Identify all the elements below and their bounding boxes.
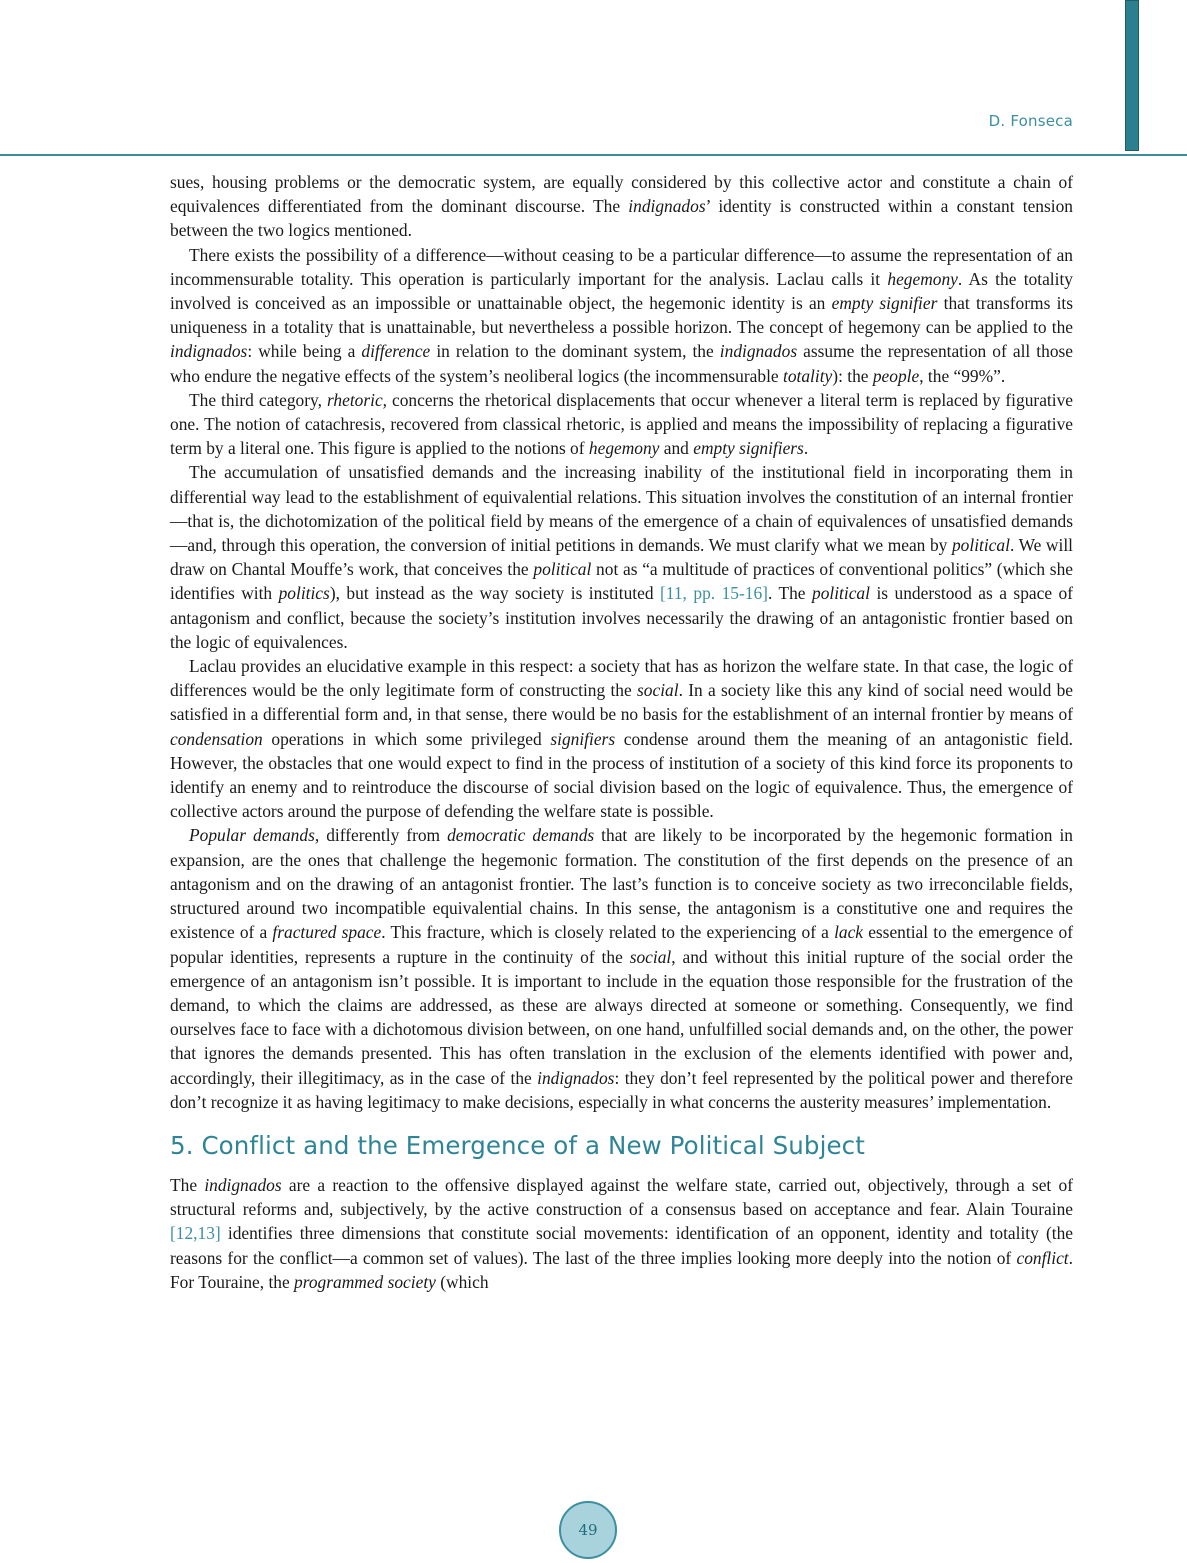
text-run: ): the [832, 365, 873, 386]
paragraph [170, 1173, 1073, 1294]
text-run: not as “a multitude of practices of conventional politics” (which she identifies with [170, 559, 1073, 604]
italic-term: political [533, 559, 592, 580]
paragraph [170, 823, 1073, 1113]
paragraph [170, 388, 1073, 461]
text-run: operations in which some privileged [262, 728, 551, 749]
italic-term: fractured space [272, 922, 382, 943]
italic-term: politics [278, 583, 330, 604]
citation-link[interactable]: [11, pp. 15-16] [660, 583, 768, 604]
text-run: (which [435, 1271, 489, 1292]
italic-term: hegemony [887, 268, 958, 289]
text-run: . [803, 438, 809, 459]
running-header-author: D. Fonseca [988, 112, 1073, 130]
italic-term: political [812, 583, 870, 604]
text-run: in relation to the dominant system, the [430, 341, 720, 362]
text-run: that are likely to be incorporated by the hegemonic formation in expansion, are the ones that challenge the hegemonic formation. The constitution of the first depends on the presence of an antagonism and on the drawing of an antagonist frontier. The last’s function is to conceive society as two irreconcilable fields, structured around two incompatible equivalential chains. In this sense, the antagonism is a constitutive one and requires the existence of a [170, 825, 1073, 943]
text-run: , differently from [314, 825, 448, 846]
italic-term: social [637, 680, 679, 701]
italic-term: hegemony [588, 438, 660, 459]
italic-term: political [951, 535, 1010, 556]
italic-term: totality [783, 365, 833, 386]
text-run: . For Touraine, the [170, 1247, 1073, 1292]
text-run: , and without this initial rupture of the social order the emergence of an antagonism isn’t possible. It is important to include in the equation those responsible for the frustration of the demand, to which the claims are addressed, as these are always directed at someone or something. Consequently, we find ourselves face to face with a dichotomous division between, on one hand, unfulfilled social demands and, on the other, the power that ignores the demands presented. This has often translation in the exclusion of the elements identified with power and, accordingly, their illegitimacy, as in the case of the [170, 946, 1073, 1088]
text-run: identifies three dimensions that constitute social movements: identification of an opponent, identity and totality (the reasons for the conflict—a common set of values). The last of the three implies looking more deeply into the notion of [170, 1223, 1073, 1268]
italic-term: signifiers [550, 728, 616, 749]
text-run: . We will draw on Chantal Mouffe’s work, that conceives the [170, 535, 1073, 580]
section-heading: 5. Conflict and the Emergence of a New Political Subject [170, 1130, 865, 1160]
text-run: . This fracture, which is closely related to the experiencing of a [381, 922, 835, 943]
text-run: are a reaction to the offensive displayed against the welfare state, carried out, objectively, through a set of structural reforms and, subjectively, by the active construction of a consensus based on acceptance and fear. Alain Touraine [170, 1174, 1074, 1220]
italic-term: indignados [628, 196, 706, 217]
italic-term: empty signifiers [693, 438, 804, 459]
italic-term: people [872, 365, 920, 386]
italic-term: programmed society [294, 1271, 436, 1292]
text-run: . In a society like this any kind of social need would be satisfied in a differential form and, in that sense, there would be no basis for the establishment of an internal frontier by means of [170, 680, 1073, 725]
body-text [170, 170, 1073, 1294]
text-run: assume the representation of all those who endure the negative effects of the system’s neoliberal logics (the incommensurable [170, 341, 1074, 386]
italic-term: indignados [204, 1174, 282, 1195]
text-run: sues, housing problems or the democratic system, are equally considered by this collective actor and constitute a chain of equivalences differentiated from the dominant discourse. The [170, 172, 1073, 217]
italic-term: Popular demands [189, 825, 315, 846]
italic-term: difference [361, 341, 431, 362]
italic-term: rhetoric, [326, 389, 388, 410]
text-run: concerns the rhetorical displacements that occur whenever a literal term is replaced by figurative one. The notion of catachresis, recovered from classical rhetoric, is applied and means the impossibility of replacing a figurative term by a literal one. This figure is applied to the notions of [170, 389, 1073, 459]
paragraph [170, 170, 1073, 243]
citation-link[interactable]: [12,13] [170, 1223, 221, 1244]
text-run: : they don’t feel represented by the political power and therefore don’t recognize it as having legitimacy to make decisions, especially in what concerns the austerity measures’ implementation. [170, 1067, 1073, 1112]
text-run: The [170, 1174, 205, 1195]
text-run: and [659, 438, 694, 459]
text-run: essential to the emergence of popular identities, represents a rupture in the continuity of the [170, 922, 1073, 967]
text-run: is understood as a space of antagonism and conflict, because the society’s institution involves necessarily the drawing of an antagonistic frontier based on the logic of equivalences. [170, 583, 1074, 652]
text-run: , the “99%”. [919, 365, 1006, 386]
paragraph [170, 654, 1073, 823]
text-run: . The [767, 583, 812, 604]
paragraph [170, 243, 1073, 388]
paragraph [170, 460, 1073, 654]
italic-term: indignados [537, 1067, 615, 1088]
italic-term: lack [834, 922, 864, 943]
page-number: 49 [578, 1521, 598, 1539]
text-run: The accumulation of unsatisfied demands and the increasing inability of the institutional field in incorporating them in differential way lead to the establishment of equivalential relations. This situation involves the constitution of an internal frontier—that is, the dichotomization of the political field by means of the emergence of a chain of equivalences of unsatisfied demands—and, through this operation, the conversion of initial petitions in demands. We must clarify what we mean by [170, 462, 1073, 556]
text-run: There exists the possibility of a difference—without ceasing to be a particular difference—to assume the representation of an incommensurable totality. This operation is particularly important for the analysis. Laclau calls it [170, 244, 1073, 289]
text-run: ’ identity is constructed within a constant tension between the two logics mentioned. [170, 196, 1073, 241]
italic-term: indignados [170, 341, 248, 362]
italic-term: condensation [170, 728, 263, 749]
text-run: ), but instead as the way society is instituted [329, 583, 661, 604]
text-run: that transforms its uniqueness in a totality that is unattainable, but nevertheless a possible horizon. The concept of hegemony can be applied to the [170, 293, 1074, 338]
italic-term: democratic demands [447, 825, 595, 846]
italic-term: conflict [1016, 1247, 1069, 1268]
text-run: : while being a [247, 341, 362, 362]
text-run: condense around them the meaning of an antagonistic field. However, the obstacles that one would expect to find in the process of institution of a society of this kind force its proponents to identify an enemy and to reintroduce the discourse of social division based on the logic of equivalence. Thus, the emergence of collective actors around the purpose of defending the welfare state is possible. [170, 728, 1073, 822]
top-accent-bar [1125, 0, 1139, 151]
page-number-badge [559, 1501, 617, 1559]
italic-term: indignados [719, 341, 798, 362]
italic-term: social [629, 946, 672, 967]
italic-term: empty signifier [831, 293, 938, 314]
text-run: Laclau provides an elucidative example in this respect: a society that has as horizon the welfare state. In that case, the logic of differences would be the only legitimate form of constructing the [170, 656, 1073, 701]
header-rule [0, 154, 1187, 156]
text-run: . As the totality involved is conceived as an impossible or unattainable object, the hegemonic identity is an [170, 268, 1073, 314]
text-run: The third category, [189, 389, 327, 410]
